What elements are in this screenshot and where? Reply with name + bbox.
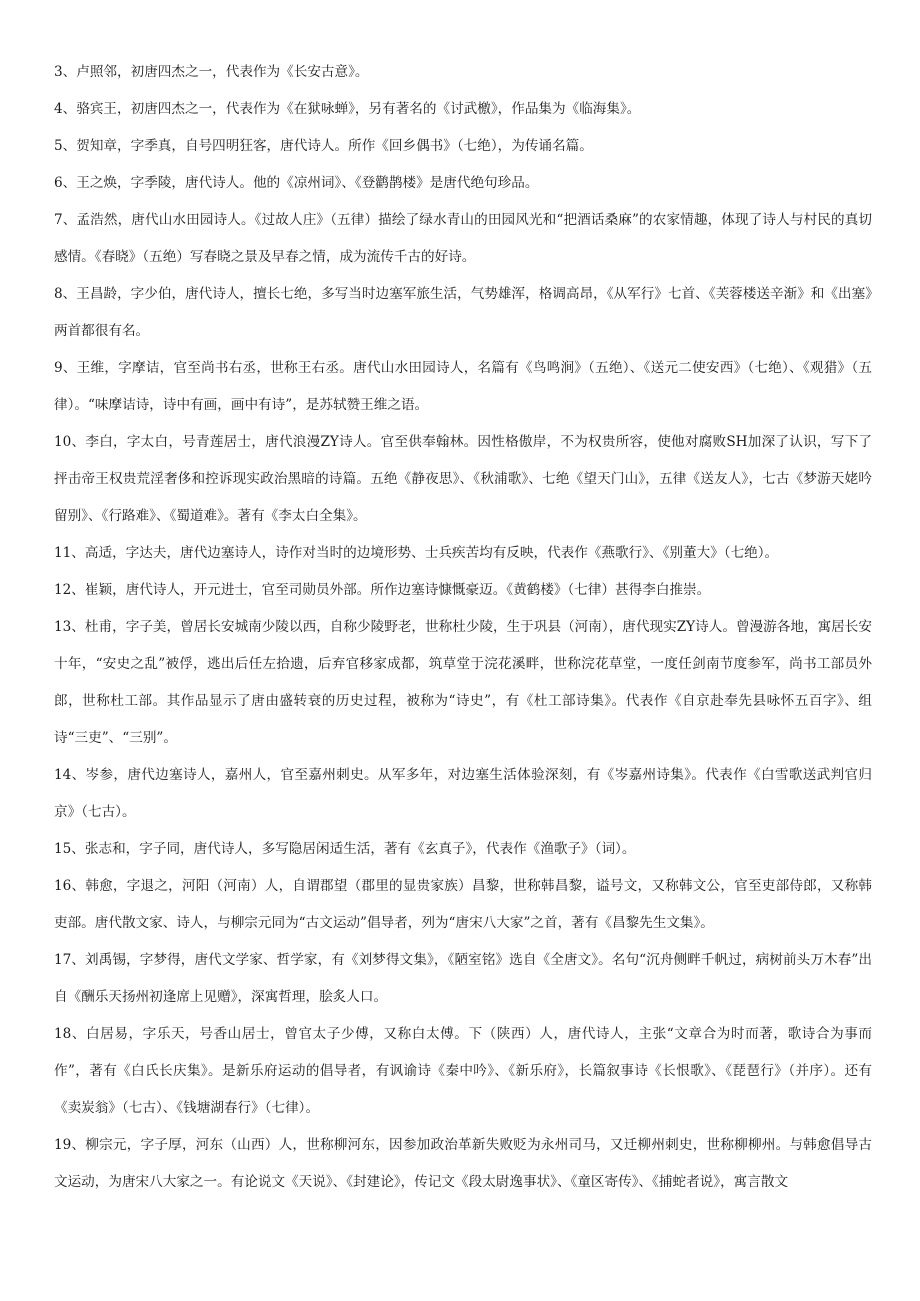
paragraph-14: 14、岑参，唐代边塞诗人，嘉州人，官至嘉州刺史。从军多年，对边塞生活体验深刻，有《岑嘉州诗集》。代表作《白雪歌送武判官归京》（七古）。: [54, 767, 872, 820]
paragraph-8: 8、王昌龄，字少伯，唐代诗人，擅长七绝，多写当时边塞军旅生活，气势雄浑，格调高昂，《从军行》七首、《芙蓉楼送辛渐》和《出塞》两首都很有名。: [54, 286, 872, 339]
paragraph-5: 5、贺知章，字季真，自号四明狂客，唐代诗人。所作《回乡偶书》（七绝），为传诵名篇。: [54, 138, 593, 154]
paragraph-10: 10、李白，字太白，号青莲居士，唐代浪漫ZY诗人。官至供奉翰林。因性格傲岸，不为权贵所容，使他对腐败SH加深了认识，写下了抨击帝王权贵荒淫奢侈和控诉现实政治黑暗的诗篇。五绝《静夜思》、《秋浦歌》、七绝《望天门山》，五律《送友人》，七古《梦游天姥吟留别》、《行路难》、《蜀道难》。著有《李太白全集》。: [54, 434, 872, 524]
paragraph-19: 19、柳宗元，字子厚，河东（山西）人，世称柳河东，因参加政治革新失败贬为永州司马，又迁柳州刺史，世称柳柳州。与韩愈倡导古文运动，为唐宋八大家之一。有论说文《天说》、《封建论》，传记文《段太尉逸事状》、《童区寄传》、《捕蛇者说》，寓言散文: [54, 1137, 872, 1190]
paragraph-7: 7、孟浩然，唐代山水田园诗人。《过故人庄》（五律）描绘了绿水青山的田园风光和“把酒话桑麻”的农家情趣，体现了诗人与村民的真切感情。《春晓》（五绝）写春晓之景及早春之情，成为流传千古的好诗。: [54, 212, 872, 265]
paragraph-17: 17、刘禹锡，字梦得，唐代文学家、哲学家，有《刘梦得文集》，《陋室铭》选自《全唐文》。名句“沉舟侧畔千帆过，病树前头万木春”出自《酬乐天扬州初逢席上见赠》，深寓哲理，脍炙人口。: [54, 952, 872, 1005]
document-page: [54, 54, 872, 1201]
paragraph-12: 12、崔颖，唐代诗人，开元进士，官至司勋员外部。所作边塞诗慷慨豪迈。《黄鹤楼》（七律）甚得李白推崇。: [54, 582, 711, 598]
paragraph-15: 15、张志和，字子同，唐代诗人，多写隐居闲适生活，著有《玄真子》，代表作《渔歌子》（词）。: [54, 841, 636, 857]
paragraph-18: 18、白居易，字乐天，号香山居士，曾官太子少傅，又称白太傅。下（陕西）人，唐代诗人，主张“文章合为时而著，歌诗合为事而作”，著有《白氏长庆集》。是新乐府运动的倡导者，有讽谕诗《秦中吟》、《新乐府》，长篇叙事诗《长恨歌》、《琵琶行》（并序）。还有《卖炭翁》（七古）、《钱塘湖春行》（七律）。: [54, 1026, 872, 1116]
paragraph-9: 9、王维，字摩诘，官至尚书右丞，世称王右丞。唐代山水田园诗人，名篇有《鸟鸣涧》（五绝）、《送元二使安西》（七绝）、《观猎》（五律）。“味摩诘诗，诗中有画，画中有诗”，是苏轼赞王维之语。: [54, 360, 872, 413]
paragraph-6: 6、王之焕，字季陵，唐代诗人。他的《凉州词》、《登鹳鹊楼》是唐代绝句珍品。: [54, 175, 539, 191]
paragraph-13: 13、杜甫，字子美，曾居长安城南少陵以西，自称少陵野老，世称杜少陵，生于巩县（河南），唐代现实ZY诗人。曾漫游各地，寓居长安十年，“安史之乱”被俘，逃出后任左拾遗，后弃官移家成都，筑草堂于浣花溪畔，世称浣花草堂，一度任剑南节度参军，尚书工部员外郎，世称杜工部。其作品显示了唐由盛转衰的历史过程，被称为“诗史”，有《杜工部诗集》。代表作《自京赴奉先县咏怀五百字》、组诗“三吏”、“三别”。: [54, 619, 872, 746]
paragraph-16: 16、韩愈，字退之，河阳（河南）人，自谓郡望（郡里的显贵家族）昌黎，世称韩昌黎，谥号文，又称韩文公，官至吏部侍郎，又称韩吏部。唐代散文家、诗人，与柳宗元同为“古文运动”倡导者，列为“唐宋八大家”之首，著有《昌黎先生文集》。: [54, 878, 872, 931]
paragraph-3: 3、卢照邻，初唐四杰之一，代表作为《长安古意》。: [54, 64, 369, 80]
paragraph-11: 11、高适，字达夫，唐代边塞诗人，诗作对当时的边境形势、士兵疾苦均有反映，代表作《燕歌行》、《别董大》（七绝）。: [54, 545, 779, 561]
paragraph-4: 4、骆宾王，初唐四杰之一，代表作为《在狱咏蝉》，另有著名的《讨武檄》，作品集为《临海集》。: [54, 101, 641, 117]
